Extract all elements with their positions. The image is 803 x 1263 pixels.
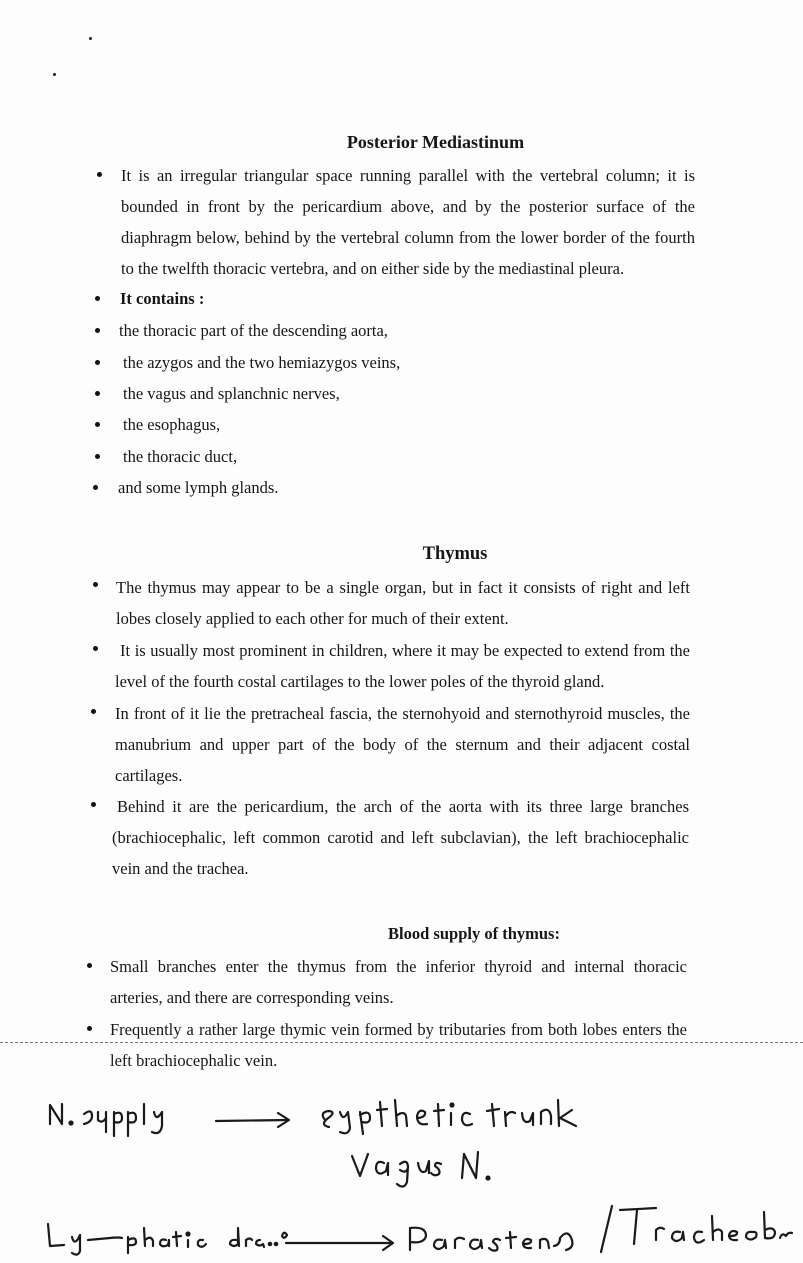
handwritten-vagus-nerve — [352, 1152, 490, 1187]
handwritten-arrow-icon — [286, 1236, 393, 1250]
handwritten-parasternal — [410, 1228, 572, 1251]
list-item-text: The thymus may appear to be a single organ, but in fact it consists of right and left lobes closely applied to each other for much of their extent. — [116, 578, 690, 628]
list-item-text: Small branches enter the thymus from the inferior thyroid and internal thoracic arteries, and there are corresponding veins. — [110, 957, 687, 1007]
list-item-text: It is an irregular triangular space running parallel with the vertebral column; it is bounded in front by the pericardium above, and by the posterior surface of the diaphragm below, behind by the vertebral column from the lower border of the fourth to the twelfth thoracic vertebra, and on either side by the mediastinal pleura. — [121, 166, 695, 278]
handwritten-arrow-icon — [216, 1113, 289, 1127]
handwritten-separator-icon — [601, 1206, 612, 1252]
thymus-title: Thymus — [422, 544, 488, 564]
list-item-text: the azygos and the two hemiazygos veins, — [123, 353, 401, 372]
list-item-text: the esophagus, — [123, 415, 221, 434]
blood-supply-title: Blood supply of thymus: — [388, 924, 560, 943]
handwritten-lymphatic-label — [48, 1224, 287, 1255]
list-item-text: In front of it lie the pretracheal fascia, the sternohyoid and sternothyroid muscles, the manubrium and upper part of the body of the sternum and their adjacent costal cartilages. — [115, 704, 690, 785]
list-item-text: the thoracic part of the descending aorta, — [119, 321, 388, 340]
list-item-text: Behind it are the pericardium, the arch of the aorta with its three large branches (brachiocephalic, left common carotid and left subclavian), the left brachiocephalic vein and the trachea. — [112, 797, 689, 878]
handwritten-sympathetic-trunk — [323, 1100, 576, 1134]
posterior-mediastinum-title: Posterior Mediastinum — [346, 132, 525, 152]
list-item-text: and some lymph glands. — [118, 478, 279, 497]
handwritten-tracheobronchial — [620, 1208, 792, 1244]
handwritten-nerve-supply-label — [50, 1104, 162, 1136]
list-item-text: Frequently a rather large thymic vein formed by tributaries from both lobes enters the left brachiocephalic vein. — [110, 1020, 687, 1070]
list-item-text: the thoracic duct, — [123, 447, 238, 466]
list-item-text: It is usually most prominent in children, where it may be expected to extend from the level of the fourth costal cartilages to the lower poles of the thyroid gland. — [115, 641, 690, 691]
list-item-text: It contains : — [120, 289, 205, 308]
list-item-text: the vagus and splanchnic nerves, — [123, 384, 340, 403]
